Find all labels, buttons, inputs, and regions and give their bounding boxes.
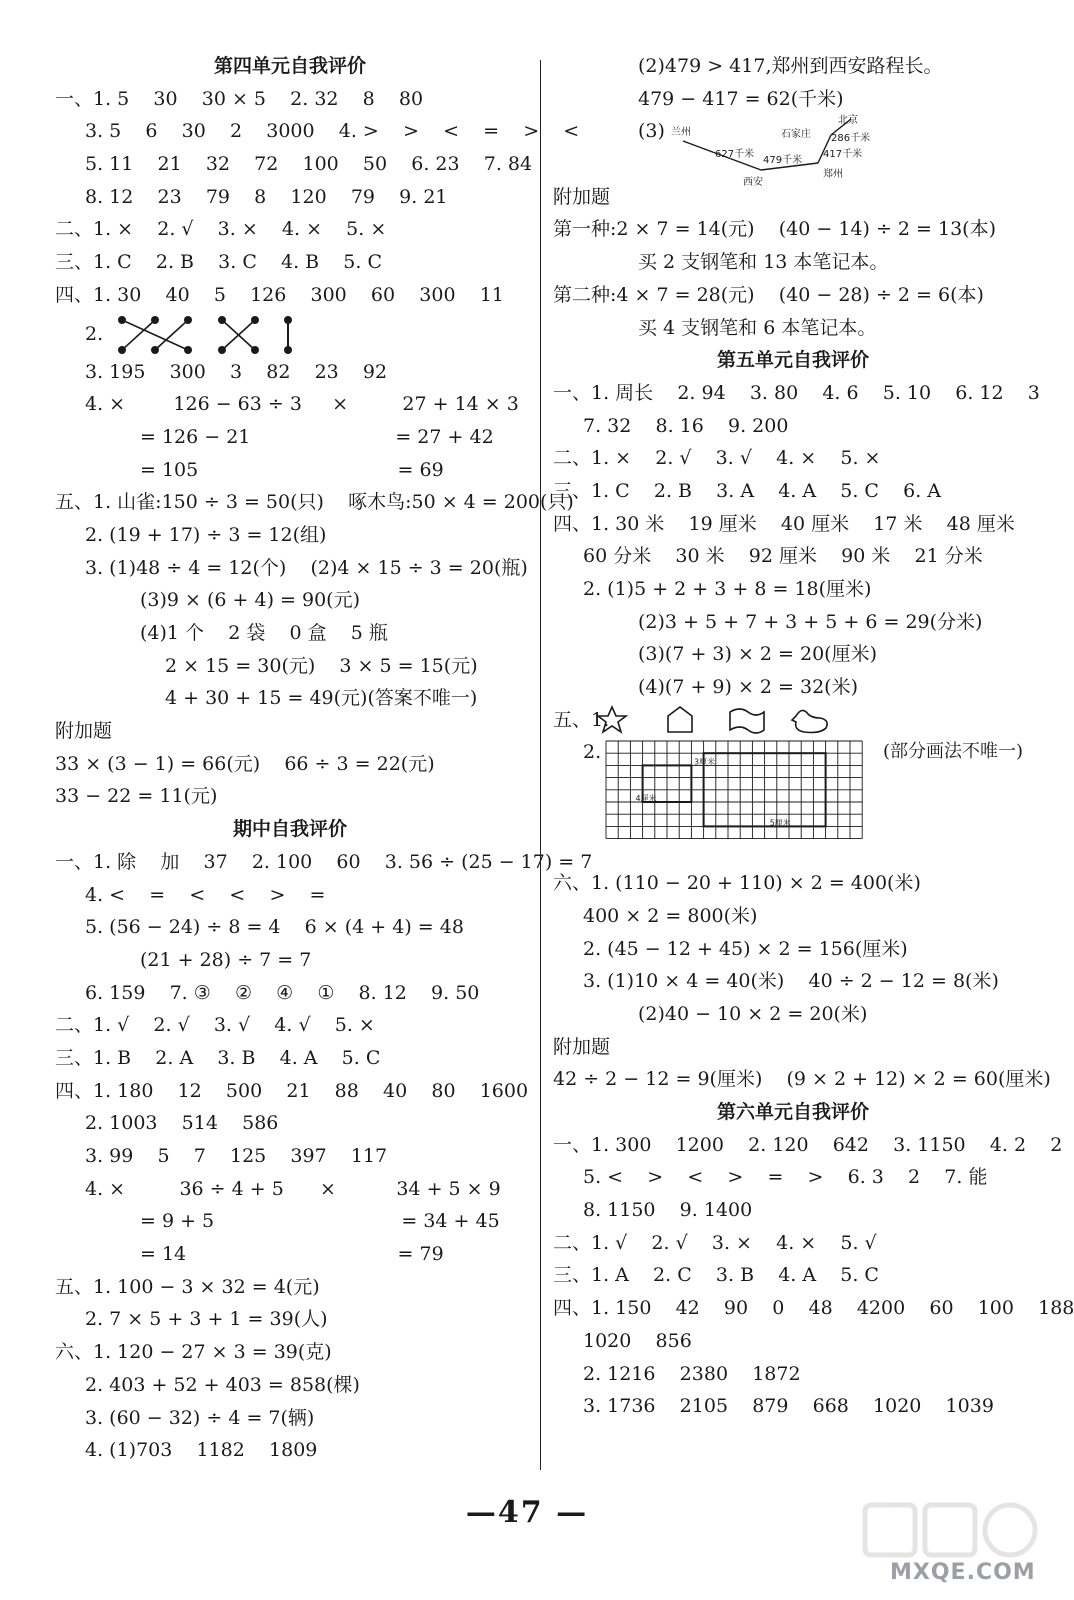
answer-line: (2)40 − 10 × 2 = 20(米)	[638, 1002, 868, 1025]
answer-line: 4. × 36 ÷ 4 + 5 × 34 + 5 × 9	[85, 1177, 501, 1200]
answer-line: (2)479 > 417,郑州到西安路程长。	[638, 55, 943, 77]
answer-line: 四、1. 30 米 19 厘米 40 厘米 17 米 48 厘米	[553, 512, 1015, 535]
answer-line: 2.	[55, 312, 525, 356]
answer-line: 三、1. A 2. C 3. B 4. A 5. C	[553, 1264, 879, 1287]
answer-line: 一、1. 300 1200 2. 120 642 3. 1150 4. 2 2	[553, 1133, 1063, 1156]
city-label: 北京	[838, 115, 858, 127]
answer-line: 3. 5 6 30 2 3000 4. > > < = > <	[85, 120, 580, 143]
page-number: —47 —	[465, 1495, 589, 1530]
shapes-figure	[598, 704, 838, 736]
answer-line: 六、1. (110 − 20 + 110) × 2 = 400(米)	[553, 872, 921, 895]
match-dot	[251, 346, 259, 354]
answer-line: (3)(7 + 3) × 2 = 20(厘米)	[638, 643, 878, 666]
answer-line: 5. 11 21 32 72 100 50 6. 23 7. 84	[85, 153, 533, 176]
grid-label: 4厘米	[635, 794, 657, 804]
answer-line: 3. (1)10 × 4 = 40(米) 40 ÷ 2 − 12 = 8(米)	[583, 970, 999, 993]
answer-line: 2. (1)5 + 2 + 3 + 8 = 18(厘米)	[583, 578, 872, 600]
answer-line: 2. (19 + 17) ÷ 3 = 12(组)	[85, 523, 327, 546]
city-label: 西安	[743, 177, 763, 189]
match-dot	[184, 316, 192, 324]
distance-label: 627千米	[715, 149, 755, 161]
answer-line: 一、1. 除 加 37 2. 100 60 3. 56 ÷ (25 − 17) = 7	[55, 850, 593, 873]
answer-line: 附加题	[55, 720, 113, 743]
answer-line: 三、1. C 2. B 3. C 4. B 5. C	[55, 251, 383, 274]
city-label: 郑州	[823, 169, 843, 181]
answer-line: 3. 1736 2105 879 668 1020 1039	[583, 1395, 994, 1418]
answer-line: 附加题	[553, 185, 611, 208]
answer-line: = 105 = 69	[140, 458, 444, 481]
answer-line: 6. 159 7. ③ ② ④ ① 8. 12 9. 50	[85, 981, 480, 1004]
watermark-text: MXQE.COM	[890, 1560, 1036, 1585]
section-heading: 第四单元自我评价	[213, 55, 366, 77]
answer-line: 4. (1)703 1182 1809	[85, 1439, 318, 1462]
match-dot	[118, 346, 126, 354]
answer-line: 5. (56 − 24) ÷ 8 = 4 6 × (4 + 4) = 48	[85, 916, 464, 939]
answer-line: 二、1. √ 2. √ 3. × 4. × 5. √	[553, 1231, 877, 1254]
answer-line: 一、1. 5 30 30 × 5 2. 32 8 80	[55, 87, 424, 110]
flag-shape	[730, 709, 764, 733]
match-line	[122, 320, 188, 350]
answer-line: 三、1. C 2. B 3. A 4. A 5. C 6. A	[553, 479, 941, 502]
answer-line: 3. (60 − 32) ÷ 4 = 7(辆)	[85, 1406, 315, 1429]
answer-line: 4 + 30 + 15 = 49(元)(答案不唯一)	[165, 687, 478, 710]
answer-line: (3)9 × (6 + 4) = 90(元)	[140, 589, 361, 612]
match-dot	[284, 316, 292, 324]
answer-line: 4. × 126 − 63 ÷ 3 × 27 + 14 × 3	[85, 393, 519, 416]
answer-line: 8. 12 23 79 8 120 79 9. 21	[85, 185, 448, 208]
answer-line: 1020 856	[583, 1329, 692, 1352]
answer-line: 买 2 支钢笔和 13 本笔记本。	[638, 251, 889, 274]
answer-line: 60 分米 30 米 92 厘米 90 米 21 分米	[583, 545, 983, 568]
grid-note: (部分画法不唯一)	[883, 741, 1024, 763]
answer-line: = 126 − 21 = 27 + 42	[140, 425, 494, 448]
distance-label: 417千米	[823, 149, 863, 161]
answer-line: 二、1. × 2. √ 3. √ 4. × 5. ×	[553, 447, 881, 470]
column-divider	[540, 60, 541, 1470]
answer-line: 33 − 22 = 11(元)	[55, 785, 218, 808]
answer-line: 五、1. 100 − 3 × 32 = 4(元)	[55, 1275, 320, 1298]
answer-line: 3. 99 5 7 125 397 117	[85, 1145, 388, 1167]
star-shape	[598, 707, 626, 732]
answer-line: 479 − 417 = 62(千米)	[638, 87, 844, 110]
distance-label: 286千米	[831, 133, 871, 145]
match-dot	[218, 316, 226, 324]
answer-line: 4. < = < < > =	[85, 883, 326, 906]
answer-line: 五、1.	[553, 704, 1033, 737]
answer-line: 二、1. √ 2. √ 3. √ 4. √ 5. ×	[55, 1014, 375, 1037]
section-heading: 第六单元自我评价	[716, 1101, 869, 1123]
answer-line: 5. < > < > = > 6. 3 2 7. 能	[583, 1166, 988, 1189]
answer-line: 2 × 15 = 30(元) 3 × 5 = 15(元)	[165, 654, 478, 677]
match-line	[122, 320, 155, 350]
answer-line: (4)(7 + 9) × 2 = 32(米)	[638, 676, 859, 699]
answer-line: 2. 3厘米 4厘米 5厘米 (部分画法不唯一)	[553, 736, 1033, 769]
answer-line: 3. (1)48 ÷ 4 = 12(个) (2)4 × 15 ÷ 3 = 20(瓶)	[85, 556, 528, 579]
answer-line: = 14 = 79	[140, 1243, 444, 1266]
match-dot	[218, 346, 226, 354]
answer-line: 3. 195 300 3 82 23 92	[85, 360, 388, 383]
answer-line: 42 ÷ 2 − 12 = 9(厘米) (9 × 2 + 12) × 2 = 60(厘米)	[553, 1068, 1051, 1091]
answer-line: 8. 1150 9. 1400	[583, 1199, 753, 1222]
answer-line: 33 × (3 − 1) = 66(元) 66 ÷ 3 = 22(元)	[55, 752, 435, 775]
answer-line: 三、1. B 2. A 3. B 4. A 5. C	[55, 1046, 381, 1069]
answer-line: 400 × 2 = 800(米)	[583, 904, 758, 927]
match-dot	[251, 316, 259, 324]
match-dot	[118, 316, 126, 324]
answer-line: 第二种:4 × 7 = 28(元) (40 − 28) ÷ 2 = 6(本)	[553, 283, 984, 306]
grid-figure	[605, 740, 875, 850]
answer-line: (21 + 28) ÷ 7 = 7	[140, 948, 312, 971]
duck-shape	[792, 710, 827, 732]
answer-line: 四、1. 30 40 5 126 300 60 300 11	[55, 283, 504, 306]
answer-line: 7. 32 8. 16 9. 200	[583, 414, 789, 437]
left-column	[55, 50, 593, 1467]
city-label: 兰州	[671, 127, 691, 139]
grid-label: 5厘米	[769, 818, 791, 828]
section-heading: 第五单元自我评价	[716, 349, 869, 372]
house-shape	[668, 707, 692, 732]
right-column	[553, 50, 1074, 1423]
match-line	[155, 320, 188, 350]
match-dot	[284, 346, 292, 354]
answer-line: 买 4 支钢笔和 6 本笔记本。	[638, 316, 877, 339]
answer-line: 六、1. 120 − 27 × 3 = 39(克)	[55, 1341, 332, 1364]
answer-line: 四、1. 180 12 500 21 88 40 80 1600	[55, 1079, 529, 1102]
answer-line: 2. 1216 2380 1872	[583, 1362, 801, 1385]
match-dot	[151, 316, 159, 324]
grid-label: 3厘米	[694, 757, 716, 767]
route-map-figure	[663, 115, 903, 189]
answer-line: 一、1. 周长 2. 94 3. 80 4. 6 5. 10 6. 12 3	[553, 381, 1040, 404]
answer-line: 附加题	[553, 1035, 611, 1058]
answer-line: = 9 + 5 = 34 + 45	[140, 1210, 500, 1233]
distance-label: 479千米	[763, 155, 803, 167]
match-dot	[151, 346, 159, 354]
answer-line: 第一种:2 × 7 = 14(元) (40 − 14) ÷ 2 = 13(本)	[553, 218, 997, 241]
answer-line: (3) 北京 石家庄 郑州 西安 兰州 286千米 417千米 479千米 627千米	[553, 115, 1033, 148]
answer-line: 2. 1003 514 586	[85, 1112, 279, 1135]
city-label: 石家庄	[781, 129, 811, 141]
matching-lines-figure	[110, 312, 310, 356]
answer-line: 2. (45 − 12 + 45) × 2 = 156(厘米)	[583, 937, 908, 960]
answer-line: (4)1 个 2 袋 0 盒 5 瓶	[140, 622, 388, 644]
answer-line: 二、1. × 2. √ 3. × 4. × 5. ×	[55, 218, 387, 241]
match-dot	[184, 346, 192, 354]
answer-line: 四、1. 150 42 90 0 48 4200 60 100 188	[553, 1297, 1074, 1320]
answer-line: (2)3 + 5 + 7 + 3 + 5 + 6 = 29(分米)	[638, 610, 983, 633]
answer-line: 2. 7 × 5 + 3 + 1 = 39(人)	[85, 1308, 328, 1331]
answer-line: 2. 403 + 52 + 403 = 858(棵)	[85, 1373, 360, 1396]
section-heading: 期中自我评价	[232, 818, 347, 841]
answer-line: 五、1. 山雀:150 ÷ 3 = 50(只) 啄木鸟:50 × 4 = 200(只)	[55, 491, 574, 514]
